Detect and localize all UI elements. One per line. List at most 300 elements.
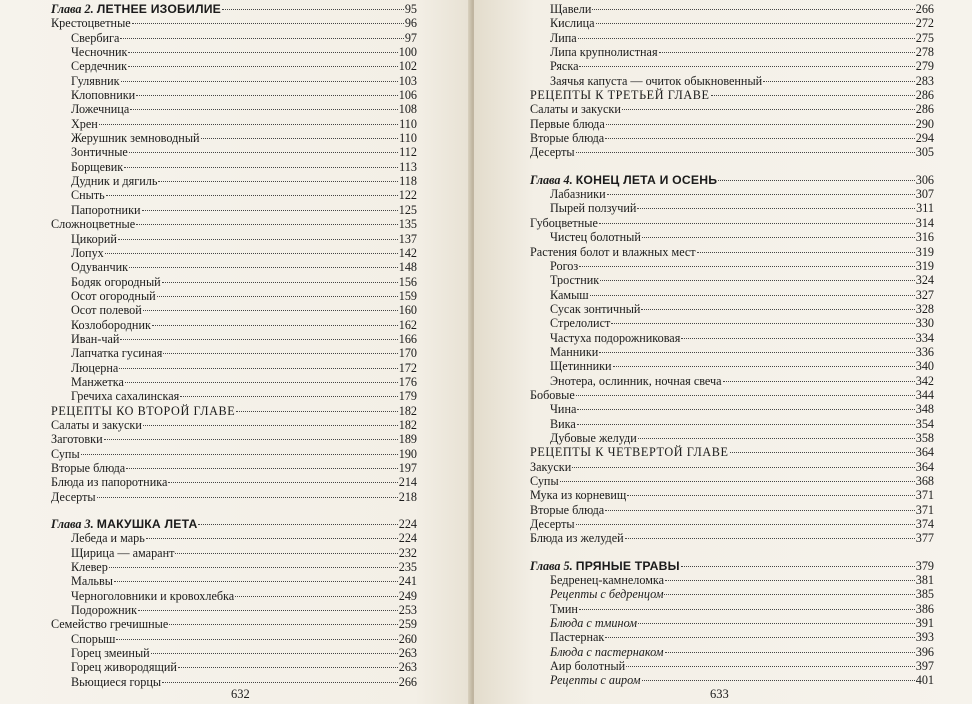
dot-leader xyxy=(128,66,398,67)
chapter-number: Глава 5. xyxy=(530,558,573,573)
entry-title: Хрен xyxy=(71,116,98,131)
entry-title: РЕЦЕПТЫ К ЧЕТВЕРТОЙ ГЛАВЕ xyxy=(530,445,729,460)
entry-page: 96 xyxy=(404,16,417,31)
entry-title: Лапчатка гусиная xyxy=(71,346,163,361)
toc-entry xyxy=(530,117,934,131)
dot-leader xyxy=(605,138,915,139)
entry-title: Бедренец-камнеломка xyxy=(550,573,665,588)
toc-chapter-entry xyxy=(530,559,934,573)
toc-entry xyxy=(51,589,417,603)
entry-title: Десерты xyxy=(51,489,96,504)
entry-title: Пырей ползучий xyxy=(550,201,637,216)
toc-entry xyxy=(530,517,934,531)
entry-title: Сныть xyxy=(71,188,105,203)
entry-title: Клевер xyxy=(71,560,108,575)
toc-entry xyxy=(51,574,417,588)
toc-entry xyxy=(530,131,934,145)
entry-page: 259 xyxy=(398,617,417,632)
entry-page: 260 xyxy=(398,631,417,646)
entry-title: Супы xyxy=(530,474,559,488)
toc-entry xyxy=(51,45,417,59)
dot-leader xyxy=(130,109,397,110)
dot-leader xyxy=(613,366,915,367)
entry-title: Осот полевой xyxy=(71,303,142,318)
toc-entry xyxy=(51,318,417,332)
toc-entry xyxy=(530,503,934,517)
toc-entry xyxy=(530,488,934,502)
entry-title: Папоротники xyxy=(71,202,141,217)
entry-page: 137 xyxy=(398,231,417,246)
dot-leader xyxy=(129,152,398,153)
entry-title: Жерушник земноводный xyxy=(71,131,200,146)
entry-page: 319 xyxy=(915,258,934,273)
entry-title: Цикорий xyxy=(71,231,117,246)
toc-entry xyxy=(530,288,934,302)
chapter-heading xyxy=(530,173,717,187)
dot-leader xyxy=(116,639,397,640)
entry-title: Вика xyxy=(550,416,576,431)
toc-entry xyxy=(530,16,934,30)
toc-entry xyxy=(51,145,417,159)
entry-page: 275 xyxy=(915,30,934,45)
entry-page: 279 xyxy=(915,59,934,74)
toc-entry xyxy=(530,187,934,201)
toc-entry xyxy=(51,461,417,475)
dot-leader xyxy=(222,9,404,10)
dot-leader xyxy=(128,52,397,53)
entry-page: 364 xyxy=(915,459,934,474)
dot-leader xyxy=(718,180,915,181)
entry-title: Салаты и закуски xyxy=(530,102,621,117)
entry-title: Лабазники xyxy=(550,187,606,202)
entry-title: Десерты xyxy=(530,517,575,532)
entry-title: Блюда с тмином xyxy=(550,616,637,631)
entry-title: Вьющиеся горцы xyxy=(71,674,162,689)
entry-page: 263 xyxy=(398,646,417,661)
toc-entry xyxy=(530,359,934,373)
entry-page: 197 xyxy=(398,461,417,475)
entry-title: Вторые блюда xyxy=(530,131,605,146)
entry-title: Щетинники xyxy=(550,359,612,374)
entry-title: Блюда из папоротника xyxy=(51,475,168,490)
toc-entry xyxy=(530,474,934,488)
entry-page: 118 xyxy=(399,174,417,189)
dot-leader xyxy=(638,438,915,439)
entry-title: Супы xyxy=(51,446,80,461)
entry-page: 368 xyxy=(915,474,934,488)
entry-page: 324 xyxy=(915,273,934,288)
entry-page: 327 xyxy=(915,287,934,302)
toc-entry xyxy=(51,490,417,504)
entry-title: Мука из корневищ xyxy=(530,488,627,503)
chapter-title: ЛЕТНЕЕ ИЗОБИЛИЕ xyxy=(96,2,221,16)
entry-page: 334 xyxy=(915,330,934,345)
toc-entry xyxy=(530,31,934,45)
toc-entry xyxy=(530,245,934,259)
dot-leader xyxy=(104,439,398,440)
entry-title: Рецепты с аиром xyxy=(550,673,641,688)
entry-page: 108 xyxy=(398,102,417,117)
entry-title: Свербига xyxy=(71,30,120,45)
entry-page: 307 xyxy=(915,187,934,202)
entry-page: 166 xyxy=(398,331,417,346)
toc-entry xyxy=(530,259,934,273)
dot-leader xyxy=(169,624,397,625)
entry-title: РЕЦЕПТЫ К ТРЕТЬЕЙ ГЛАВЕ xyxy=(530,88,710,103)
toc-entry xyxy=(530,573,934,587)
entry-title: Рогоз xyxy=(550,258,579,273)
dot-leader xyxy=(572,467,915,468)
toc-entry xyxy=(51,275,417,289)
dot-leader xyxy=(605,637,914,638)
entry-page: 397 xyxy=(915,659,934,674)
entry-page: 401 xyxy=(915,673,934,688)
dot-leader xyxy=(129,267,398,268)
toc-entry xyxy=(530,216,934,230)
toc-entry xyxy=(530,102,934,116)
toc-spacer xyxy=(530,160,934,173)
entry-page: 377 xyxy=(915,531,934,546)
entry-title: Кислица xyxy=(550,16,595,31)
entry-title: Семейство гречишные xyxy=(51,617,169,632)
dot-leader xyxy=(625,538,915,539)
entry-page: 305 xyxy=(915,145,934,160)
toc-entry xyxy=(530,230,934,244)
toc-entry xyxy=(530,59,934,73)
entry-page: 319 xyxy=(915,244,934,259)
toc-entry xyxy=(530,316,934,330)
entry-title: Щавели xyxy=(550,2,592,16)
entry-title: Сердечник xyxy=(71,59,128,74)
dot-leader xyxy=(143,310,398,311)
dot-leader xyxy=(596,23,915,24)
entry-page: 95 xyxy=(404,2,417,16)
entry-title: Пастернак xyxy=(550,630,605,645)
dot-leader xyxy=(136,95,398,96)
toc-recipes-entry xyxy=(51,404,417,418)
entry-page: 283 xyxy=(915,73,934,88)
dot-leader xyxy=(158,181,398,182)
entry-title: Салаты и закуски xyxy=(51,417,142,432)
entry-title: Гулявник xyxy=(71,73,120,88)
entry-page: 190 xyxy=(398,446,417,461)
dot-leader xyxy=(659,52,915,53)
entry-page: 294 xyxy=(915,131,934,146)
dot-leader xyxy=(119,368,397,369)
dot-leader xyxy=(641,309,914,310)
toc-entry xyxy=(51,217,417,231)
toc-entry xyxy=(51,303,417,317)
toc-entry xyxy=(51,531,417,545)
chapter-title: КОНЕЦ ЛЕТА И ОСЕНЬ xyxy=(575,172,718,187)
entry-page: 371 xyxy=(915,502,934,517)
entry-page: 135 xyxy=(398,217,417,232)
toc-entry xyxy=(530,417,934,431)
dot-leader xyxy=(576,395,915,396)
entry-page: 391 xyxy=(915,616,934,631)
dot-leader xyxy=(605,510,915,511)
dot-leader xyxy=(723,381,915,382)
toc-entry xyxy=(51,560,417,574)
chapter-number: Глава 4. xyxy=(530,172,573,187)
toc-entry xyxy=(530,659,934,673)
dot-leader xyxy=(579,609,915,610)
entry-page: 179 xyxy=(398,389,417,404)
entry-page: 393 xyxy=(915,630,934,645)
dot-leader xyxy=(665,580,915,581)
entry-page: 110 xyxy=(399,116,417,131)
toc-entry xyxy=(51,260,417,274)
toc-entry xyxy=(530,331,934,345)
toc-entry xyxy=(530,273,934,287)
dot-leader xyxy=(560,481,915,482)
entry-title: Бодяк огородный xyxy=(71,274,161,289)
toc-entry xyxy=(51,160,417,174)
toc-entry xyxy=(530,673,934,687)
entry-title: Тростник xyxy=(550,273,600,288)
toc-entry xyxy=(530,630,934,644)
entry-page: 103 xyxy=(398,73,417,88)
dot-leader xyxy=(599,223,915,224)
entry-title: Рецепты с бедренцом xyxy=(550,587,664,602)
entry-page: 160 xyxy=(398,303,417,318)
toc-entry xyxy=(51,289,417,303)
entry-page: 336 xyxy=(915,344,934,359)
entry-page: 148 xyxy=(398,260,417,275)
entry-title: Подорожник xyxy=(71,603,138,618)
entry-page: 182 xyxy=(398,403,417,418)
entry-title: Камыш xyxy=(550,287,589,302)
dot-leader xyxy=(622,109,915,110)
entry-page: 330 xyxy=(915,316,934,331)
right-page xyxy=(474,0,972,704)
entry-page: 176 xyxy=(398,374,417,389)
entry-page: 113 xyxy=(399,159,417,174)
entry-page: 381 xyxy=(915,573,934,588)
dot-leader xyxy=(642,680,915,681)
toc-entry xyxy=(530,587,934,601)
entry-page: 340 xyxy=(915,359,934,374)
dot-leader xyxy=(180,396,397,397)
entry-title: Десерты xyxy=(530,145,575,160)
entry-page: 218 xyxy=(398,489,417,504)
toc-entry xyxy=(530,45,934,59)
dot-leader xyxy=(132,23,404,24)
entry-page: 263 xyxy=(398,660,417,675)
toc-entry xyxy=(51,632,417,646)
entry-page: 159 xyxy=(398,288,417,303)
dot-leader xyxy=(599,352,914,353)
entry-page: 314 xyxy=(915,215,934,230)
dot-leader xyxy=(175,553,397,554)
entry-title: Крестоцветные xyxy=(51,16,131,31)
entry-title: Сложноцветные xyxy=(51,217,136,232)
entry-title: Тмин xyxy=(550,601,578,616)
dot-leader xyxy=(114,581,398,582)
entry-title: Чистец болотный xyxy=(550,230,641,245)
toc-entry xyxy=(51,203,417,217)
entry-title: РЕЦЕПТЫ КО ВТОРОЙ ГЛАВЕ xyxy=(51,403,236,418)
toc-entry xyxy=(530,145,934,159)
entry-title: Ложечница xyxy=(71,102,130,117)
dot-leader xyxy=(162,682,398,683)
entry-title: Бобовые xyxy=(530,387,575,402)
entry-page: 170 xyxy=(398,346,417,361)
entry-page: 306 xyxy=(915,172,934,187)
toc-entry xyxy=(51,475,417,489)
dot-leader xyxy=(126,468,398,469)
dot-leader xyxy=(97,497,398,498)
entry-title: Лопух xyxy=(71,245,104,260)
entry-page: 235 xyxy=(398,560,417,575)
entry-title: Чесночник xyxy=(71,45,128,60)
toc-entry xyxy=(51,31,417,45)
entry-title: Спорыш xyxy=(71,631,116,646)
dot-leader xyxy=(590,295,915,296)
dot-leader xyxy=(120,339,397,340)
entry-title: Заячья капуста — очиток обыкновенный xyxy=(550,73,763,88)
entry-page: 125 xyxy=(398,202,417,217)
toc-entry xyxy=(51,432,417,446)
toc-entry xyxy=(51,447,417,461)
dot-leader xyxy=(142,210,398,211)
toc-entry xyxy=(51,617,417,631)
dot-leader xyxy=(627,495,914,496)
entry-page: 354 xyxy=(915,416,934,431)
toc-entry xyxy=(51,418,417,432)
dot-leader xyxy=(626,666,915,667)
dot-leader xyxy=(577,409,914,410)
entry-page: 253 xyxy=(398,603,417,618)
entry-page: 100 xyxy=(398,45,417,60)
dot-leader xyxy=(143,425,398,426)
dot-leader xyxy=(664,594,914,595)
dot-leader xyxy=(681,566,915,567)
entry-title: Горец живородящий xyxy=(71,660,177,675)
entry-page: 272 xyxy=(915,16,934,31)
chapter-title: МАКУШКА ЛЕТА xyxy=(96,517,198,532)
entry-title: Черноголовники и кровохлебка xyxy=(71,588,235,603)
entry-title: Первые блюда xyxy=(530,116,605,131)
dot-leader xyxy=(121,81,398,82)
dot-leader xyxy=(157,296,398,297)
dot-leader xyxy=(109,567,398,568)
toc-entry xyxy=(530,616,934,630)
entry-title: Зонтичные xyxy=(71,145,128,160)
dot-leader xyxy=(592,9,914,10)
toc-recipes-entry xyxy=(530,445,934,459)
entry-title: Вторые блюда xyxy=(530,502,605,517)
dot-leader xyxy=(99,124,398,125)
toc-entry xyxy=(51,102,417,116)
toc-spacer xyxy=(530,546,934,559)
entry-page: 344 xyxy=(915,387,934,402)
toc-entry xyxy=(51,375,417,389)
dot-leader xyxy=(106,195,398,196)
toc-entry xyxy=(51,332,417,346)
chapter-heading xyxy=(530,559,680,573)
entry-page: 266 xyxy=(915,2,934,16)
toc-entry xyxy=(530,302,934,316)
entry-page: 342 xyxy=(915,373,934,388)
entry-page: 110 xyxy=(399,131,417,146)
entry-page: 386 xyxy=(915,601,934,616)
dot-leader xyxy=(576,524,915,525)
entry-page: 106 xyxy=(398,88,417,103)
entry-page: 290 xyxy=(915,116,934,131)
page-number: 633 xyxy=(710,687,729,701)
entry-title: Закуски xyxy=(530,459,572,474)
entry-title: Дубовые желуди xyxy=(550,430,637,445)
entry-title: Козлобородник xyxy=(71,317,151,332)
entry-title: Манжетка xyxy=(71,374,124,389)
dot-leader xyxy=(124,167,398,168)
dot-leader xyxy=(105,253,398,254)
entry-page: 214 xyxy=(398,475,417,490)
entry-title: Заготовки xyxy=(51,432,103,447)
dot-leader xyxy=(136,224,398,225)
entry-title: Щирица — амарант xyxy=(71,545,175,560)
dot-leader xyxy=(168,482,397,483)
toc-entry xyxy=(530,345,934,359)
toc-chapter-entry xyxy=(530,173,934,187)
dot-leader xyxy=(638,623,915,624)
dot-leader xyxy=(697,252,915,253)
dot-leader xyxy=(125,382,398,383)
entry-page: 142 xyxy=(398,245,417,260)
entry-title: Энотера, ослинник, ночная свеча xyxy=(550,373,722,388)
dot-leader xyxy=(118,239,398,240)
toc-entry xyxy=(51,546,417,560)
entry-page: 156 xyxy=(398,274,417,289)
entry-title: Стрелолист xyxy=(550,316,611,331)
entry-page: 241 xyxy=(398,574,417,589)
dot-leader xyxy=(711,95,915,96)
entry-title: Растения болот и влажных мест xyxy=(530,244,696,259)
toc-chapter-entry xyxy=(51,2,417,16)
dot-leader xyxy=(236,411,397,412)
entry-page: 122 xyxy=(398,188,417,203)
toc-entry xyxy=(51,16,417,30)
entry-title: Клоповники xyxy=(71,88,136,103)
toc-entry xyxy=(51,131,417,145)
toc-entry xyxy=(530,2,934,16)
toc-entry xyxy=(530,74,934,88)
dot-leader xyxy=(198,524,397,525)
dot-leader xyxy=(163,353,397,354)
toc-entry xyxy=(51,346,417,360)
toc-entry xyxy=(51,174,417,188)
dot-leader xyxy=(576,152,915,153)
dot-leader xyxy=(162,282,398,283)
toc-entry xyxy=(530,431,934,445)
entry-title: Мальвы xyxy=(71,574,113,589)
dot-leader xyxy=(577,424,915,425)
entry-page: 232 xyxy=(398,545,417,560)
toc-entry xyxy=(51,88,417,102)
entry-page: 162 xyxy=(398,317,417,332)
dot-leader xyxy=(138,610,398,611)
entry-title: Борщевик xyxy=(71,159,124,174)
toc-entry xyxy=(530,388,934,402)
toc-entry xyxy=(530,645,934,659)
entry-page: 348 xyxy=(915,402,934,417)
toc-entry xyxy=(51,389,417,403)
chapter-title: ПРЯНЫЕ ТРАВЫ xyxy=(575,558,680,573)
toc-entry xyxy=(51,603,417,617)
entry-page: 97 xyxy=(404,30,417,45)
dot-leader xyxy=(146,538,398,539)
